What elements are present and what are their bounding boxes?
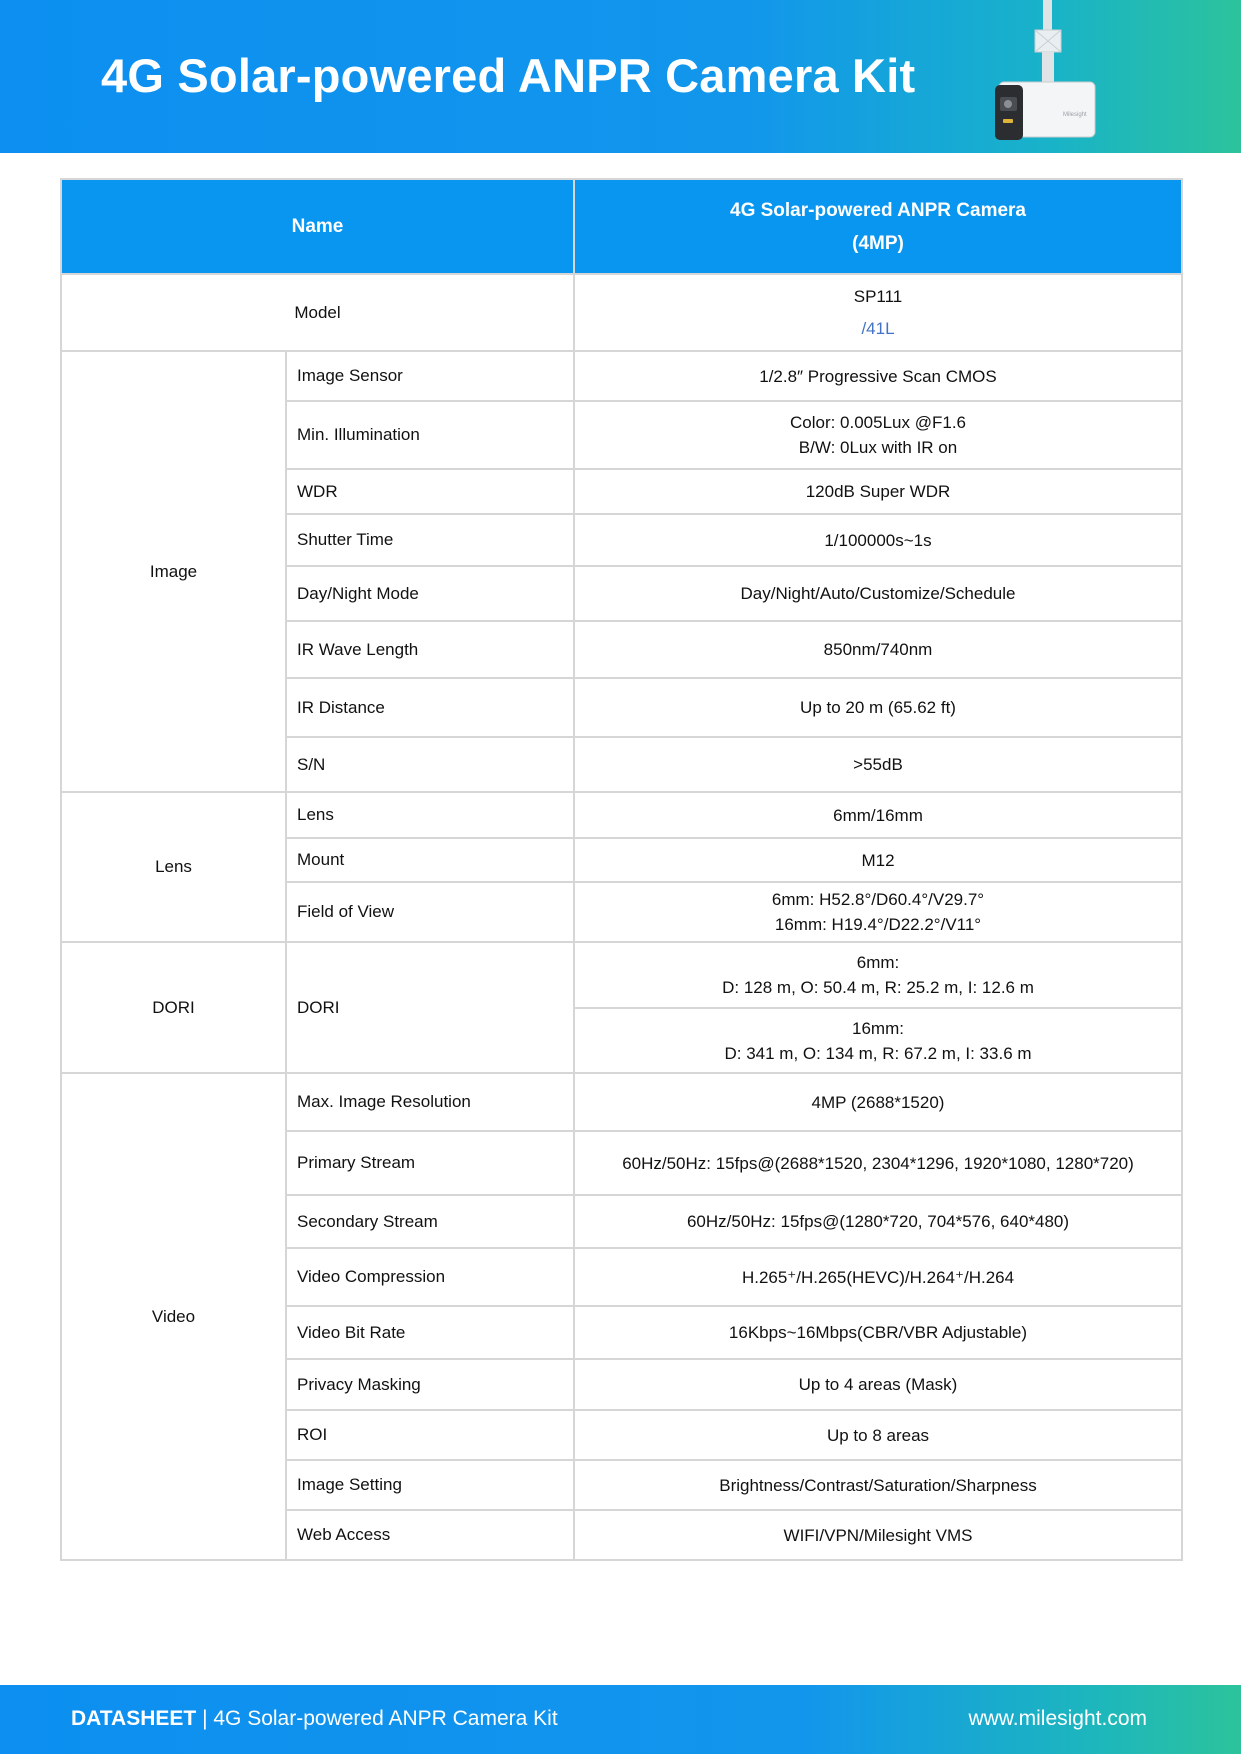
spec-value: Up to 8 areas: [574, 1410, 1182, 1460]
model-value: [574, 274, 1182, 351]
spec-label: Web Access: [286, 1510, 574, 1560]
spec-value: [574, 942, 1182, 1008]
model-suffix: /41L: [861, 318, 895, 338]
spec-label: IR Wave Length: [286, 621, 574, 678]
spec-value: 6mm/16mm: [574, 792, 1182, 838]
product-header-line2: (4MP): [852, 232, 904, 254]
spec-table: [60, 178, 1183, 1561]
spec-value: 120dB Super WDR: [574, 469, 1182, 514]
spec-label: DORI: [286, 942, 574, 1073]
model-number: SP111: [853, 286, 903, 306]
spec-label: Max. Image Resolution: [286, 1073, 574, 1131]
category-lens: Lens: [61, 792, 286, 942]
spec-value: 850nm/740nm: [574, 621, 1182, 678]
table-row: [61, 351, 1182, 401]
spec-value-line: 16mm:: [852, 1018, 904, 1038]
spec-value: 16Kbps~16Mbps(CBR/VBR Adjustable): [574, 1306, 1182, 1359]
spec-value: 1/100000s~1s: [574, 514, 1182, 566]
spec-value: WIFI/VPN/Milesight VMS: [574, 1510, 1182, 1560]
product-header-line1: 4G Solar-powered ANPR Camera: [730, 199, 1026, 221]
spec-label: IR Distance: [286, 678, 574, 737]
spec-label: Image Sensor: [286, 351, 574, 401]
spec-value: >55dB: [574, 737, 1182, 792]
spec-label: S/N: [286, 737, 574, 792]
spec-value-line: B/W: 0Lux with IR on: [798, 438, 958, 457]
spec-value: H.265⁺/H.265(HEVC)/H.264⁺/H.264: [574, 1248, 1182, 1306]
spec-label: Min. Illumination: [286, 401, 574, 469]
spec-label: Secondary Stream: [286, 1195, 574, 1248]
spec-value-line: 6mm:: [856, 953, 900, 972]
page-title: 4G Solar-powered ANPR Camera Kit: [101, 49, 916, 102]
spec-value: [574, 882, 1182, 942]
category-image: Image: [61, 351, 286, 792]
spec-value: M12: [574, 838, 1182, 882]
spec-value: 4MP (2688*1520): [574, 1073, 1182, 1131]
page-header: [0, 0, 1241, 153]
spec-value: Up to 4 areas (Mask): [574, 1359, 1182, 1410]
spec-label: Day/Night Mode: [286, 566, 574, 621]
spec-label: Shutter Time: [286, 514, 574, 566]
spec-label: Mount: [286, 838, 574, 882]
svg-text:Milesight: Milesight: [1063, 112, 1087, 118]
category-video: Video: [61, 1073, 286, 1560]
spec-label: WDR: [286, 469, 574, 514]
table-row: [61, 1073, 1182, 1131]
table-row: [61, 942, 1182, 1008]
spec-label: Lens: [286, 792, 574, 838]
spec-value: Day/Night/Auto/Customize/Schedule: [574, 566, 1182, 621]
spec-value: Up to 20 m (65.62 ft): [574, 678, 1182, 737]
spec-value-line: D: 341 m, O: 134 m, R: 67.2 m, I: 33.6 m: [724, 1043, 1032, 1063]
footer-datasheet: DATASHEET: [71, 1707, 197, 1730]
camera-kit-icon: [985, 0, 1120, 145]
spec-value-line: 16mm: H19.4°/D22.2°/V11°: [774, 915, 982, 934]
spec-label: Video Compression: [286, 1248, 574, 1306]
footer-title: [71, 1707, 558, 1731]
product-header: [574, 179, 1182, 274]
spec-value: 1/2.8″ Progressive Scan CMOS: [574, 351, 1182, 401]
spec-value-line: Color: 0.005Lux @F1.6: [789, 413, 967, 432]
spec-label: Privacy Masking: [286, 1359, 574, 1410]
footer-subtitle: | 4G Solar-powered ANPR Camera Kit: [196, 1707, 558, 1730]
spec-label: ROI: [286, 1410, 574, 1460]
spec-value: [574, 1008, 1182, 1073]
table-header-row: [61, 179, 1182, 274]
spec-value-line: D: 128 m, O: 50.4 m, R: 25.2 m, I: 12.6 m: [722, 978, 1034, 997]
spec-value: 60Hz/50Hz: 15fps@(1280*720, 704*576, 640*480): [574, 1195, 1182, 1248]
spec-label: Field of View: [286, 882, 574, 942]
category-dori: DORI: [61, 942, 286, 1073]
spec-label: Primary Stream: [286, 1131, 574, 1195]
spec-label: Image Setting: [286, 1460, 574, 1510]
page-footer: [0, 1685, 1241, 1754]
website-link[interactable]: www.milesight.com: [968, 1707, 1147, 1730]
spec-value-line: 6mm: H52.8°/D60.4°/V29.7°: [771, 890, 985, 909]
name-header: Name: [61, 179, 574, 274]
spec-value: 60Hz/50Hz: 15fps@(2688*1520, 2304*1296, 1920*1080, 1280*720): [574, 1131, 1182, 1195]
table-row: [61, 792, 1182, 838]
model-label: Model: [61, 274, 574, 351]
spec-label: Video Bit Rate: [286, 1306, 574, 1359]
spec-value: Brightness/Contrast/Saturation/Sharpness: [574, 1460, 1182, 1510]
model-row: [61, 274, 1182, 351]
spec-value: [574, 401, 1182, 469]
